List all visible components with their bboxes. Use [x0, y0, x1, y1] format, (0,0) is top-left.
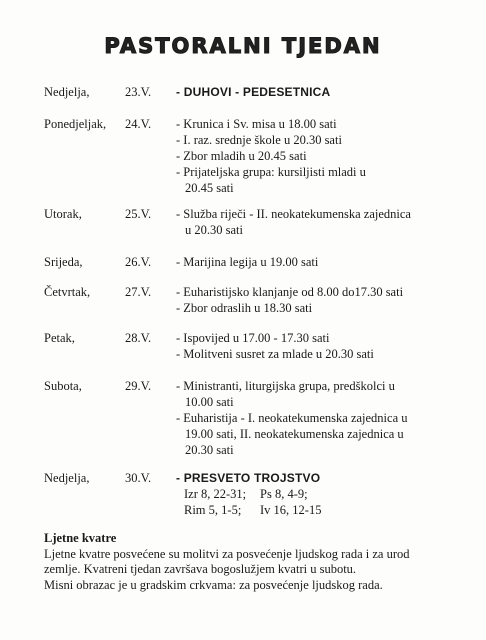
page-title: PASTORALNI TJEDAN [104, 34, 382, 58]
activity-text: - I. raz. srednje škole u 20.30 sati [176, 133, 342, 147]
activity-item [176, 206, 466, 238]
day-date: 25.V. [125, 207, 152, 221]
activity-text: - Krunica i Sv. misa u 18.00 sati [176, 117, 337, 131]
activity-list [176, 470, 466, 518]
reading-ref: Rim 5, 1-5; [184, 503, 242, 517]
activity-text: - Zbor odraslih u 18.30 sati [176, 301, 313, 315]
activity-continuation: u 20.30 sati [185, 223, 243, 237]
activity-text: - Marijina legija u 19.00 sati [176, 255, 319, 269]
day-date: 24.V. [125, 117, 152, 131]
activity-list [176, 116, 466, 196]
activity-text: - Euharistijsko klanjanje od 8.00 do17.30 sati [176, 285, 404, 299]
activity-list [176, 206, 466, 238]
day-name: Nedjelja, [44, 471, 90, 485]
reading-ref: Izr 8, 22-31; [184, 487, 247, 501]
activity-item [176, 330, 466, 346]
reading-line [184, 486, 466, 502]
activity-list [176, 330, 466, 362]
activity-text: - DUHOVI - PEDESETNICA [176, 85, 331, 99]
activity-item [176, 378, 466, 410]
day-date: 28.V. [125, 331, 152, 345]
day-date: 30.V. [125, 471, 152, 485]
activity-text: - Prijateljska grupa: kursiljisti mladi u [176, 165, 366, 179]
activity-item [176, 346, 466, 362]
day-date: 27.V. [125, 285, 152, 299]
activity-text: - Zbor mladih u 20.45 sati [176, 149, 307, 163]
activity-list [176, 84, 466, 100]
activity-list [176, 254, 466, 270]
activity-item [176, 410, 466, 442]
footer-note [44, 531, 474, 593]
activity-item [176, 84, 466, 100]
footer-line: Ljetne kvatre posvećene su molitvi za posvećenje ljudskog rada i za urod [44, 546, 410, 561]
day-name: Ponedjeljak, [44, 117, 107, 131]
activity-text: - Ministranti, liturgijska grupa, predškolci u [176, 379, 395, 393]
activity-continuation: 10.00 sati [185, 395, 234, 409]
activity-item [176, 470, 466, 486]
activity-continuation: 19.00 sati, II. neokatekumenska zajednica u [185, 427, 404, 441]
day-name: Nedjelja, [44, 85, 90, 99]
activity-item [176, 442, 466, 458]
activity-continuation: 20.30 sati [185, 443, 234, 457]
activity-list [176, 378, 466, 458]
activity-text: - Ispovijed u 17.00 - 17.30 sati [176, 331, 330, 345]
day-date: 29.V. [125, 379, 152, 393]
activity-text: - Molitveni susret za mlade u 20.30 sati [176, 347, 374, 361]
day-name: Utorak, [44, 207, 82, 221]
activity-text: - Služba riječi - II. neokatekumenska zajednica [176, 207, 411, 221]
day-name: Srijeda, [44, 255, 83, 269]
footer-line: zemlje. Kvatreni tjedan završava bogoslužjem kvatri u subotu. [44, 562, 357, 576]
activity-text: - Euharistija - I. neokatekumenska zajednica u [176, 411, 408, 425]
activity-item [176, 300, 466, 316]
activity-item [176, 132, 466, 148]
activity-item [176, 116, 466, 132]
activity-continuation: 20.45 sati [185, 181, 234, 195]
day-date: 23.V. [125, 85, 152, 99]
day-name: Petak, [44, 331, 75, 345]
day-name: Četvrtak, [44, 285, 91, 299]
activity-item [176, 284, 466, 300]
reading-line [184, 502, 466, 518]
day-name: Subota, [44, 379, 82, 393]
reading-ref: Iv 16, 12-15 [260, 503, 322, 517]
readings [176, 486, 466, 518]
activity-item [176, 254, 466, 270]
day-date: 26.V. [125, 255, 152, 269]
activity-list [176, 284, 466, 316]
footer-heading: Ljetne kvatre [44, 531, 117, 545]
reading-ref: Ps 8, 4-9; [260, 487, 308, 501]
footer-line: Misni obrazac je u gradskim crkvama: za posvećenje ljudskog rada. [44, 577, 383, 592]
activity-item [176, 164, 466, 196]
activity-item [176, 148, 466, 164]
activity-text: - PRESVETO TROJSTVO [176, 471, 321, 485]
